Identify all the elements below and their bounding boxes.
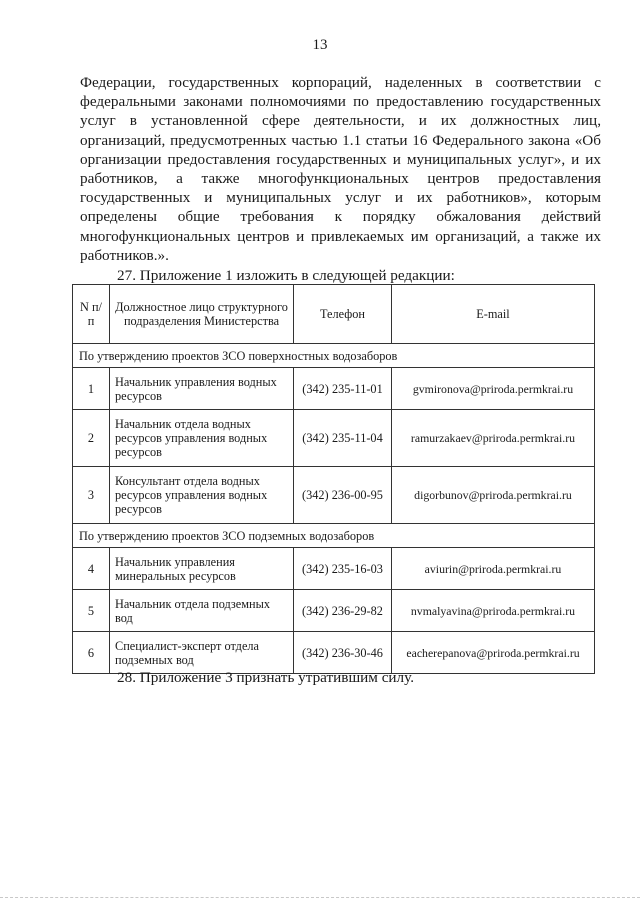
row-position: Начальник управления водных ресурсов [110, 368, 294, 410]
item-28: 28. Приложение 3 признать утратившим силу. [117, 669, 415, 686]
contacts-table [72, 284, 595, 674]
row-position: Начальник управления минеральных ресурсов [110, 548, 294, 590]
body-paragraph: Федерации, государственных корпораций, наделенных в соответствии с федеральными законами полномочиями по предоставлению государственных услуг в установленной сфере деятельности, и их должностных лиц, организаций, предусмотренных частью 1.1 статьи 16 Федерального закона «Об организации предоставления государственных и муниципальных услуг», и их работников, а также многофункциональных центров предоставления государственных и муниципальных услуг и их работников», которым определены общие требования к порядку обжалования действий многофункциональных центров и привлекаемых им организаций, а также их работников.». [80, 74, 601, 264]
row-position: Начальник отдела подземных вод [110, 590, 294, 632]
row-email: eacherepanova@priroda.permkrai.ru [392, 632, 595, 674]
header-position: Должностное лицо структурного подразделения Министерства [110, 285, 294, 344]
section-title: По утверждению проектов ЗСО поверхностных водозаборов [73, 344, 595, 368]
row-phone: (342) 236-30-46 [294, 632, 392, 674]
row-phone: (342) 236-29-82 [294, 590, 392, 632]
table-row [73, 410, 595, 467]
table-row [73, 368, 595, 410]
section-row-surface [73, 344, 595, 368]
row-position: Начальник отдела водных ресурсов управления водных ресурсов [110, 410, 294, 467]
header-email: E-mail [392, 285, 595, 344]
section-title: По утверждению проектов ЗСО подземных водозаборов [73, 524, 595, 548]
row-num: 2 [73, 410, 110, 467]
row-email: aviurin@priroda.permkrai.ru [392, 548, 595, 590]
row-email: nvmalyavina@priroda.permkrai.ru [392, 590, 595, 632]
row-phone: (342) 235-11-04 [294, 410, 392, 467]
row-phone: (342) 235-16-03 [294, 548, 392, 590]
row-num: 5 [73, 590, 110, 632]
row-phone: (342) 235-11-01 [294, 368, 392, 410]
row-email: digorbunov@priroda.permkrai.ru [392, 467, 595, 524]
table-header-row [73, 285, 595, 344]
row-num: 4 [73, 548, 110, 590]
page-number: 13 [312, 37, 328, 53]
header-num: N п/п [73, 285, 110, 344]
row-num: 3 [73, 467, 110, 524]
table-row [73, 590, 595, 632]
item-27: 27. Приложение 1 изложить в следующей редакции: [117, 267, 455, 284]
row-email: gvmironova@priroda.permkrai.ru [392, 368, 595, 410]
row-phone: (342) 236-00-95 [294, 467, 392, 524]
section-row-underground [73, 524, 595, 548]
row-position: Специалист-эксперт отдела подземных вод [110, 632, 294, 674]
header-phone: Телефон [294, 285, 392, 344]
table-row [73, 548, 595, 590]
table-row [73, 467, 595, 524]
row-num: 6 [73, 632, 110, 674]
row-position: Консультант отдела водных ресурсов управления водных ресурсов [110, 467, 294, 524]
row-num: 1 [73, 368, 110, 410]
scan-edge-line [0, 897, 640, 898]
row-email: ramurzakaev@priroda.permkrai.ru [392, 410, 595, 467]
